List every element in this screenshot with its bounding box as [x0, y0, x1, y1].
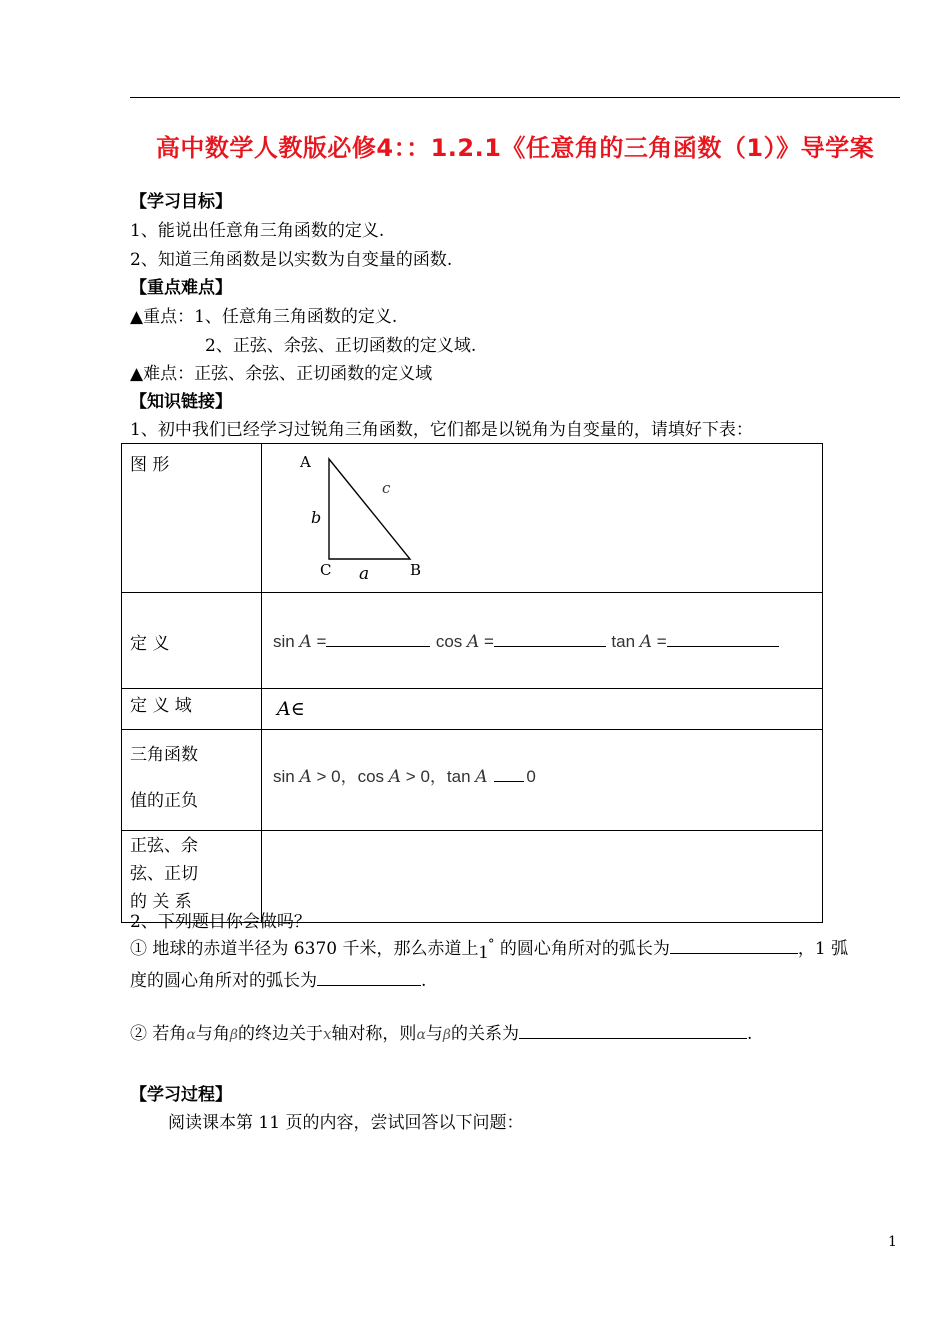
definition-cell: [262, 593, 823, 689]
signs-label: 三角函数 值的正负: [122, 730, 262, 831]
header-rule: [130, 97, 900, 98]
goal-item-1: 1、能说出任意角三角函数的定义.: [130, 221, 385, 241]
element-of-symbol: ∈: [290, 698, 305, 720]
sin-definition: sin A =: [273, 631, 327, 652]
key-point-1: ▲重点：1、任意角三角函数的定义.: [130, 307, 398, 327]
tan-sign-blank: [494, 765, 524, 782]
process-heading: 【学习过程】: [130, 1085, 232, 1105]
side-c-label: c: [382, 479, 391, 497]
figure-label: 图 形: [122, 444, 262, 593]
relation-cell: [262, 831, 823, 923]
vertex-b-label: B: [410, 561, 422, 579]
vertex-c-label: C: [320, 561, 332, 579]
question-1-line-1: ① 地球的赤道半径为 6370 千米，那么赤道上1° 的圆心角所对的弧长为 ，1 弧: [130, 937, 849, 963]
page-number: 1: [888, 1234, 897, 1250]
sin-blank: [326, 630, 430, 647]
tan-blank: [667, 630, 779, 647]
table-row-signs: [122, 730, 823, 831]
side-b-label: b: [311, 508, 322, 527]
question-2: ② 若角α与角β的终边关于x轴对称，则α与β的关系为 .: [130, 1024, 753, 1044]
figure-cell: [262, 444, 823, 593]
knowledge-heading: 【知识链接】: [130, 392, 232, 412]
knowledge-intro: 1、初中我们已经学习过锐角三角函数，它们都是以锐角为自变量的，请填好下表：: [130, 420, 753, 440]
definition-label: 定 义: [122, 593, 262, 689]
table-row-definition: [122, 593, 823, 689]
signs-cell: sin A > 0，cos A > 0，tan A 0: [262, 730, 823, 831]
signs-expression: sin A > 0，cos A > 0，tan A: [273, 767, 488, 787]
table-row-domain: [122, 689, 823, 730]
tan-definition: tan A =: [611, 631, 667, 652]
table-row-figure: [122, 444, 823, 593]
right-triangle-figure: [262, 444, 822, 587]
q1-blank-1: [670, 937, 798, 954]
relation-label: 正弦、余 弦、正切 的 关 系: [122, 831, 262, 923]
process-text: 阅读课本第 11 页的内容，尝试回答以下问题：: [168, 1113, 524, 1133]
side-a-label: a: [359, 564, 370, 584]
table-row-relation: [122, 831, 823, 923]
trig-table: [121, 443, 823, 923]
domain-var: A: [277, 698, 291, 720]
question-1-line-2: 度的圆心角所对的弧长为 .: [130, 971, 427, 991]
goals-heading: 【学习目标】: [130, 192, 232, 212]
difficulty-point: ▲难点：正弦、余弦、正切函数的定义域: [130, 364, 433, 384]
page-title: 高中数学人教版必修4：：1.2.1《任意角的三角函数（1）》导学案: [155, 134, 875, 162]
triangle-shape: [329, 459, 410, 559]
vertex-a-label: A: [300, 453, 311, 471]
key-point-2: 2、正弦、余弦、正切函数的定义域.: [205, 336, 477, 356]
goal-item-2: 2、知道三角函数是以实数为自变量的函数.: [130, 250, 453, 270]
questions-intro: 2、下列题目你会做吗？: [130, 912, 311, 932]
cos-definition: cos A =: [435, 631, 494, 652]
q2-blank: [519, 1022, 747, 1039]
cos-blank: [494, 630, 606, 647]
domain-label: 定 义 域: [122, 689, 262, 730]
domain-cell: [262, 689, 823, 730]
q1-blank-2: [317, 969, 421, 986]
keypoints-heading: 【重点难点】: [130, 278, 232, 298]
